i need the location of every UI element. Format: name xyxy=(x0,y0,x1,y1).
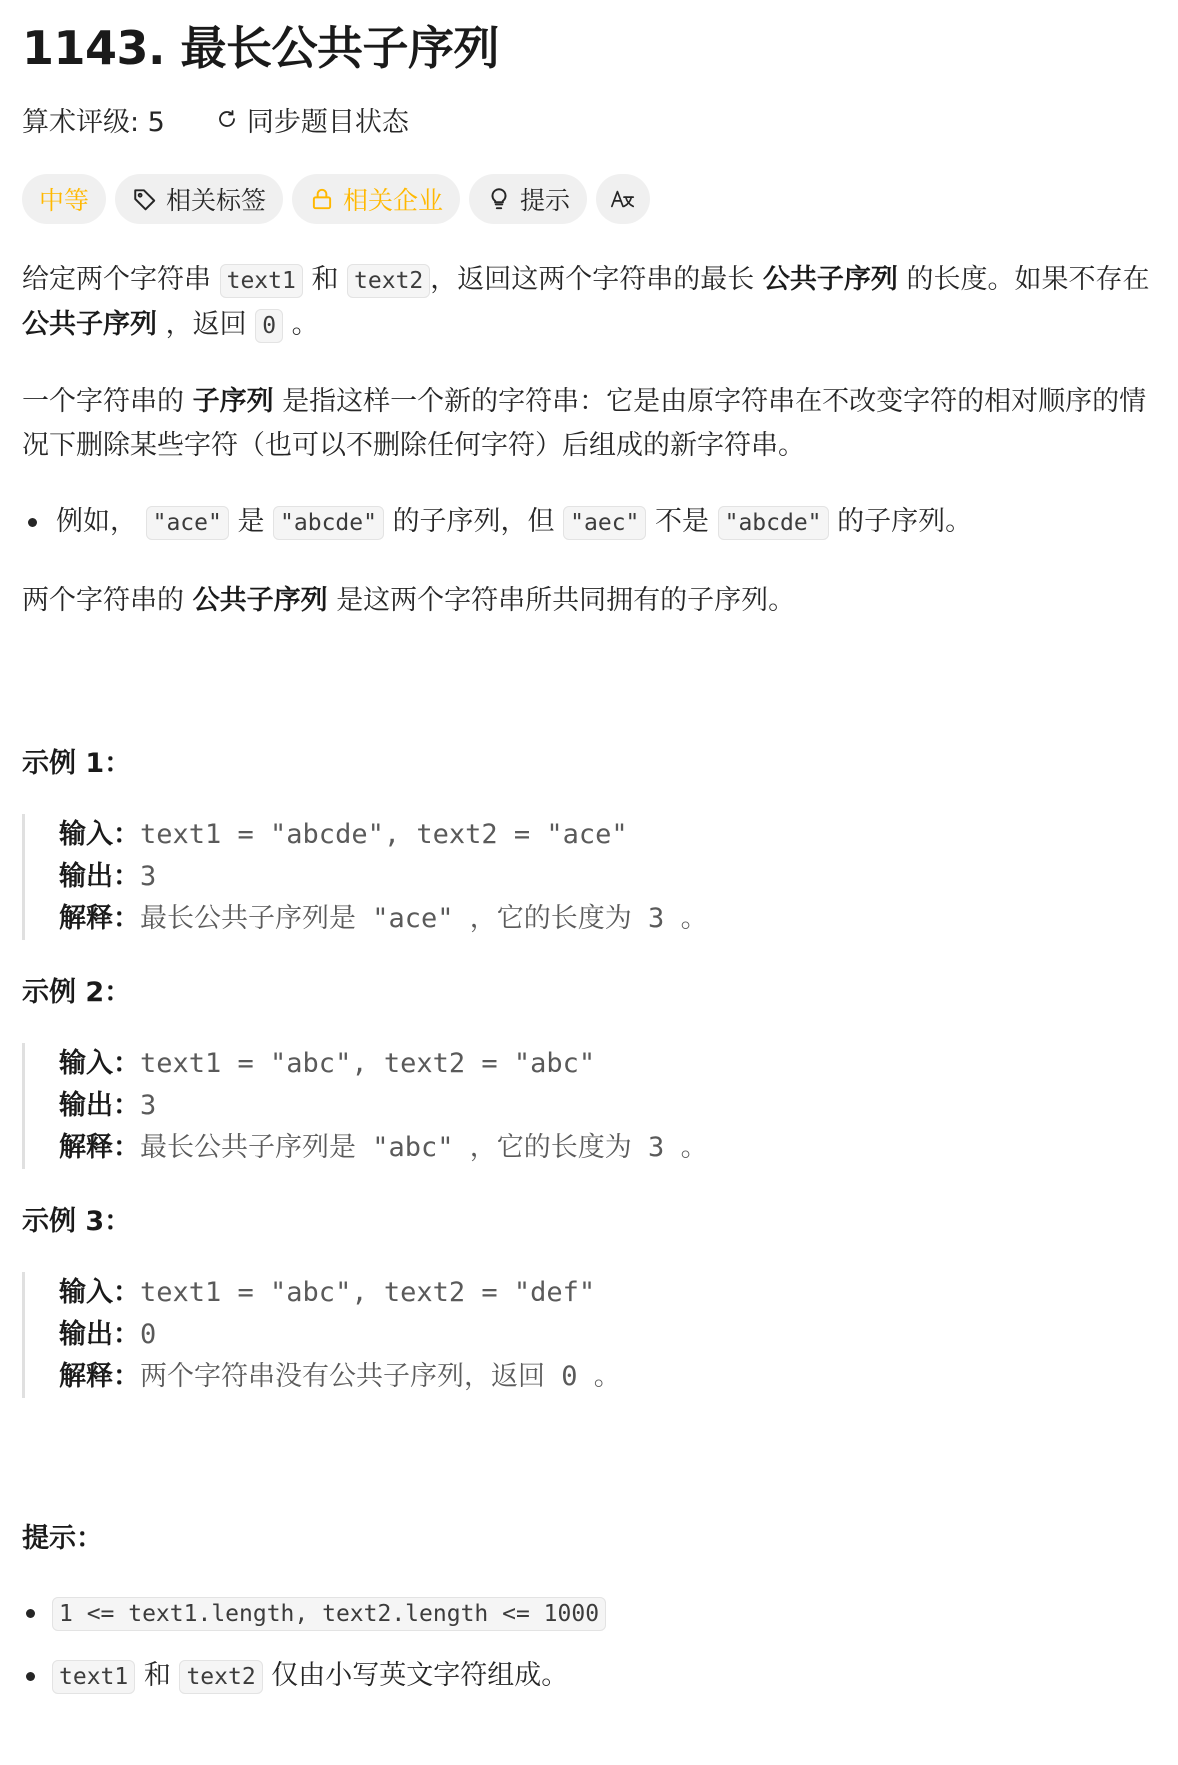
explain-text: 。 xyxy=(680,903,708,934)
desc-text: 不是 xyxy=(655,506,709,537)
bold-term: 公共子序列 xyxy=(22,309,157,340)
inline-code: 1 <= text1.length, text2.length <= 1000 xyxy=(52,1597,606,1631)
desc-text: 两个字符串的 xyxy=(22,585,184,616)
explain-code: 3 xyxy=(631,1132,681,1163)
inline-code: 0 xyxy=(255,309,283,343)
example-explain-row xyxy=(59,1127,1156,1169)
bold-term: 公共子序列 xyxy=(762,264,898,295)
related-companies-button[interactable] xyxy=(292,174,460,224)
input-label: 输入： xyxy=(59,1048,140,1079)
list-item xyxy=(22,1654,1156,1699)
input-value: text1 = "abc", text2 = "abc" xyxy=(140,1048,596,1079)
description-bullets xyxy=(22,500,1156,545)
desc-text: 和 xyxy=(311,264,339,295)
inline-code: text2 xyxy=(179,1660,262,1694)
desc-text: 的子序列。 xyxy=(837,506,973,537)
output-value: 3 xyxy=(140,861,157,892)
explain-text: 。 xyxy=(680,1132,708,1163)
bold-term: 公共子序列 xyxy=(192,585,328,616)
explain-code: "ace" xyxy=(356,903,470,934)
desc-text: 的子序列，但 xyxy=(392,506,555,537)
desc-text: 例如， xyxy=(56,506,137,537)
desc-text: 的长度。如果不存在 xyxy=(906,264,1150,295)
related-tags-button[interactable] xyxy=(115,174,283,224)
output-label: 输出： xyxy=(59,1319,140,1350)
example-input-row xyxy=(59,814,1156,856)
explain-text: ，它的长度为 xyxy=(469,903,632,934)
example-input-row xyxy=(59,1043,1156,1085)
explain-code: "abc" xyxy=(356,1132,470,1163)
constraints-title: 提示： xyxy=(22,1523,103,1554)
explain-code: 3 xyxy=(631,903,681,934)
explain-label: 解释： xyxy=(59,1132,140,1163)
desc-text: 给定两个字符串 xyxy=(22,264,211,295)
explain-code: 0 xyxy=(545,1361,594,1392)
output-value: 3 xyxy=(140,1090,157,1121)
input-value: text1 = "abcde", text2 = "ace" xyxy=(140,819,628,850)
sync-status-label: 同步题目状态 xyxy=(246,106,409,138)
example-1-block xyxy=(22,814,1156,940)
example-output-row xyxy=(59,1314,1156,1356)
constraints-list xyxy=(22,1591,1156,1699)
explain-text: 两个字符串没有公共子序列，返回 xyxy=(140,1361,545,1392)
difficulty-label: 中等 xyxy=(39,186,90,215)
explain-label: 解释： xyxy=(59,903,140,934)
example-2-block xyxy=(22,1043,1156,1169)
explain-text: 。 xyxy=(593,1361,621,1392)
list-item xyxy=(22,1591,1156,1636)
description-paragraph-1 xyxy=(22,258,1156,348)
tag-icon xyxy=(132,186,158,212)
bold-term: 子序列 xyxy=(192,386,274,417)
hint-label: 提示 xyxy=(520,186,571,215)
inline-code: "ace" xyxy=(146,506,229,540)
input-value: text1 = "abc", text2 = "def" xyxy=(140,1277,596,1308)
sync-status-button[interactable] xyxy=(215,100,409,139)
example-output-row xyxy=(59,1085,1156,1127)
desc-text: ，返回 xyxy=(165,309,247,340)
rating-label: 算术评级: 5 xyxy=(22,106,165,138)
lightbulb-icon xyxy=(486,186,512,212)
desc-text: 。 xyxy=(291,309,319,340)
explain-text: 最长公共子序列是 xyxy=(140,903,356,934)
inline-code: "abcde" xyxy=(273,506,384,540)
output-label: 输出： xyxy=(59,861,140,892)
description-paragraph-3 xyxy=(22,579,1156,623)
output-label: 输出： xyxy=(59,1090,140,1121)
related-tags-label: 相关标签 xyxy=(166,186,267,215)
explain-text: 最长公共子序列是 xyxy=(140,1132,356,1163)
example-3-block xyxy=(22,1272,1156,1398)
explain-text: ，它的长度为 xyxy=(469,1132,632,1163)
tag-bar xyxy=(22,174,1156,224)
inline-code: "abcde" xyxy=(718,506,829,540)
translate-icon xyxy=(610,186,636,212)
inline-code: text2 xyxy=(347,264,430,298)
related-companies-label: 相关企业 xyxy=(343,186,444,215)
inline-code: text1 xyxy=(52,1660,135,1694)
example-explain-row xyxy=(59,1356,1156,1398)
desc-text: 是 xyxy=(237,506,265,537)
desc-text: ，返回这两个字符串的最长 xyxy=(430,264,755,295)
lock-icon xyxy=(309,186,335,212)
desc-text: 是指这样一个新的字符串：它是由原字符串在不改变字符的相对顺序的情况下删除某些字符（也可以不删除任何字符）后组成的新字符串。 xyxy=(22,386,1147,461)
inline-code: text1 xyxy=(220,264,303,298)
desc-text: 仅由小写英文字符组成。 xyxy=(271,1660,569,1691)
input-label: 输入： xyxy=(59,1277,140,1308)
example-output-row xyxy=(59,856,1156,898)
inline-code: "aec" xyxy=(563,506,646,540)
example-3-title: 示例 3： xyxy=(22,1206,132,1237)
desc-text: 是这两个字符串所共同拥有的子序列。 xyxy=(336,585,796,616)
example-1-title: 示例 1： xyxy=(22,748,132,779)
example-input-row xyxy=(59,1272,1156,1314)
explain-label: 解释： xyxy=(59,1361,140,1392)
list-item xyxy=(22,500,1156,545)
hint-button[interactable] xyxy=(469,174,587,224)
example-explain-row xyxy=(59,898,1156,940)
output-value: 0 xyxy=(140,1319,157,1350)
problem-meta xyxy=(22,94,1156,144)
desc-text: 一个字符串的 xyxy=(22,386,184,417)
refresh-icon xyxy=(215,107,239,131)
input-label: 输入： xyxy=(59,819,140,850)
description-paragraph-2 xyxy=(22,380,1156,468)
example-2-title: 示例 2： xyxy=(22,977,132,1008)
problem-title: 1143. 最长公共子序列 xyxy=(22,21,500,75)
desc-text: 和 xyxy=(143,1660,171,1691)
translate-button[interactable] xyxy=(596,174,650,224)
difficulty-badge xyxy=(22,174,106,224)
